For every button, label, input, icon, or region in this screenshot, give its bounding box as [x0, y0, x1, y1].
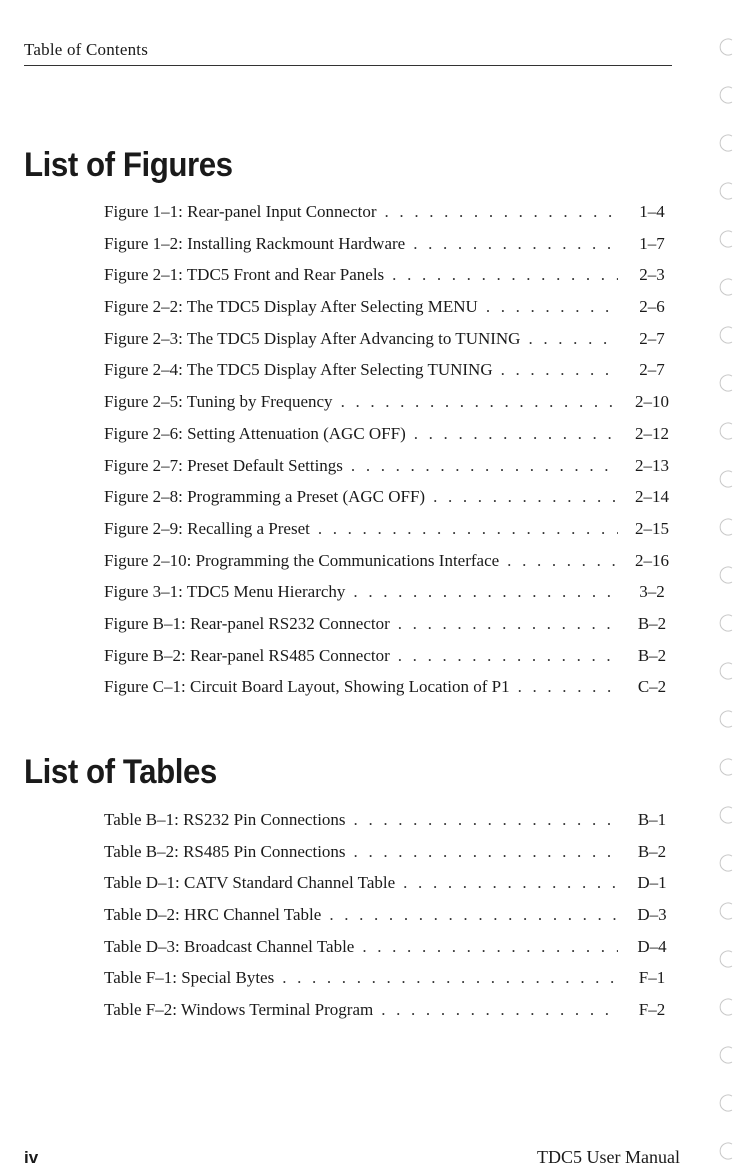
figure-entry-label: Figure 2–10: Programming the Communications Interface	[104, 550, 500, 570]
figures-list	[104, 202, 680, 709]
figure-entry-label: Figure B–2: Rear-panel RS485 Connector	[104, 645, 390, 665]
table-entry-label: Table B–1: RS232 Pin Connections	[104, 810, 346, 829]
table-entry-page: F–1	[638, 968, 666, 988]
dot-leader	[362, 937, 618, 957]
table-entry-label: Table D–1: CATV Standard Channel Table	[104, 873, 396, 893]
table-entry	[104, 937, 680, 969]
dot-leader	[351, 456, 618, 476]
table-entry	[104, 842, 680, 874]
figure-entry-label: Figure 2–5: Tuning by Frequency	[104, 392, 333, 412]
figure-entry	[104, 646, 680, 678]
binder-holes-decoration	[712, 0, 738, 1176]
figure-entry	[104, 677, 680, 709]
table-entry-label: Table D–2: HRC Channel Table	[104, 905, 322, 925]
table-entry	[104, 810, 680, 842]
figure-entry-label: Figure 2–9: Recalling a Preset	[104, 518, 310, 538]
table-entry-label: Table B–2: RS485 Pin Connections	[104, 841, 346, 861]
dot-leader	[381, 1000, 618, 1020]
table-entry	[104, 1000, 680, 1032]
dot-leader	[413, 234, 618, 254]
figure-entry-page: 2–7	[639, 360, 665, 380]
table-entry-page: D–3	[637, 905, 667, 925]
header-rule	[24, 65, 672, 66]
dot-leader	[318, 519, 618, 539]
figure-entry-label: Figure 1–1: Rear-panel Input Connector	[104, 202, 377, 221]
tables-list	[104, 810, 680, 1032]
table-entry-label: Table F–2: Windows Terminal Program	[104, 1000, 374, 1020]
table-entry-page: D–4	[637, 936, 667, 956]
page-number: iv	[24, 1148, 39, 1167]
figure-entry	[104, 614, 680, 646]
dot-leader	[403, 873, 618, 893]
figure-entry-label: Figure 2–4: The TDC5 Display After Selecting TUNING	[104, 360, 493, 380]
figure-entry	[104, 265, 680, 297]
footer-manual-title: TDC5 User Manual	[537, 1147, 680, 1167]
table-entry-page: B–1	[637, 810, 667, 829]
figure-entry-label: Figure 2–3: The TDC5 Display After Advancing to TUNING	[104, 328, 521, 348]
figure-entry-page: 1–7	[639, 233, 665, 253]
dot-leader	[398, 646, 618, 666]
figure-entry-page: 2–7	[639, 328, 665, 348]
dot-leader	[392, 265, 618, 285]
table-entry-page: D–1	[637, 873, 667, 893]
figure-entry-page: 2–6	[639, 297, 665, 317]
table-entry-label: Table F–1: Special Bytes	[104, 968, 275, 988]
figure-entry-label: Figure 1–2: Installing Rackmount Hardware	[104, 233, 406, 253]
dot-leader	[501, 360, 618, 380]
table-entry-label: Table D–3: Broadcast Channel Table	[104, 936, 355, 956]
table-entry-page: F–2	[638, 1000, 666, 1020]
table-entry	[104, 873, 680, 905]
figure-entry-page: 1–4	[639, 202, 665, 221]
figure-entry	[104, 392, 680, 424]
figure-entry-page: 3–2	[639, 582, 665, 602]
dot-leader	[354, 842, 618, 862]
figure-entry	[104, 582, 680, 614]
dot-leader	[385, 202, 618, 222]
table-entry	[104, 968, 680, 1000]
dot-leader	[528, 329, 618, 349]
figure-entry-page: 2–3	[639, 265, 665, 285]
figure-entry	[104, 551, 680, 583]
figure-entry-page: 2–13	[635, 455, 669, 475]
figure-entry-label: Figure 2–7: Preset Default Settings	[104, 455, 343, 475]
figure-entry-page: 2–16	[635, 550, 669, 570]
running-head: Table of Contents	[24, 40, 149, 59]
figure-entry-label: Figure 2–2: The TDC5 Display After Selecting MENU	[104, 297, 478, 317]
figure-entry-page: 2–15	[635, 518, 669, 538]
figure-entry-page: 2–10	[635, 392, 669, 412]
figure-entry-page: B–2	[637, 645, 667, 665]
dot-leader	[486, 297, 618, 317]
figure-entry	[104, 519, 680, 551]
dot-leader	[354, 810, 618, 830]
dot-leader	[282, 968, 618, 988]
list-of-tables-title: List of Tables	[24, 753, 217, 791]
figure-entry	[104, 456, 680, 488]
figure-entry	[104, 234, 680, 266]
figure-entry-label: Figure 3–1: TDC5 Menu Hierarchy	[104, 582, 346, 602]
dot-leader	[518, 677, 618, 697]
figure-entry	[104, 297, 680, 329]
figure-entry-label: Figure B–1: Rear-panel RS232 Connector	[104, 613, 390, 633]
list-of-figures-title: List of Figures	[24, 146, 233, 184]
figure-entry-page: B–2	[637, 613, 667, 633]
dot-leader	[398, 614, 618, 634]
figure-entry-page: 2–14	[635, 487, 669, 507]
dot-leader	[433, 487, 618, 507]
figure-entry-label: Figure C–1: Circuit Board Layout, Showing Location of P1	[104, 677, 510, 697]
dot-leader	[507, 551, 618, 571]
figure-entry-label: Figure 2–8: Programming a Preset (AGC OFF)	[104, 487, 426, 507]
dot-leader	[353, 582, 618, 602]
dot-leader	[341, 392, 618, 412]
figure-entry-page: 2–12	[635, 423, 669, 443]
figure-entry-label: Figure 2–6: Setting Attenuation (AGC OFF)	[104, 423, 406, 443]
table-entry-page: B–2	[637, 841, 667, 861]
figure-entry	[104, 360, 680, 392]
figure-entry	[104, 202, 680, 234]
dot-leader	[329, 905, 618, 925]
table-entry	[104, 905, 680, 937]
dot-leader	[414, 424, 618, 444]
figure-entry	[104, 329, 680, 361]
figure-entry-label: Figure 2–1: TDC5 Front and Rear Panels	[104, 265, 385, 285]
figure-entry	[104, 424, 680, 456]
figure-entry	[104, 487, 680, 519]
figure-entry-page: C–2	[637, 677, 667, 697]
